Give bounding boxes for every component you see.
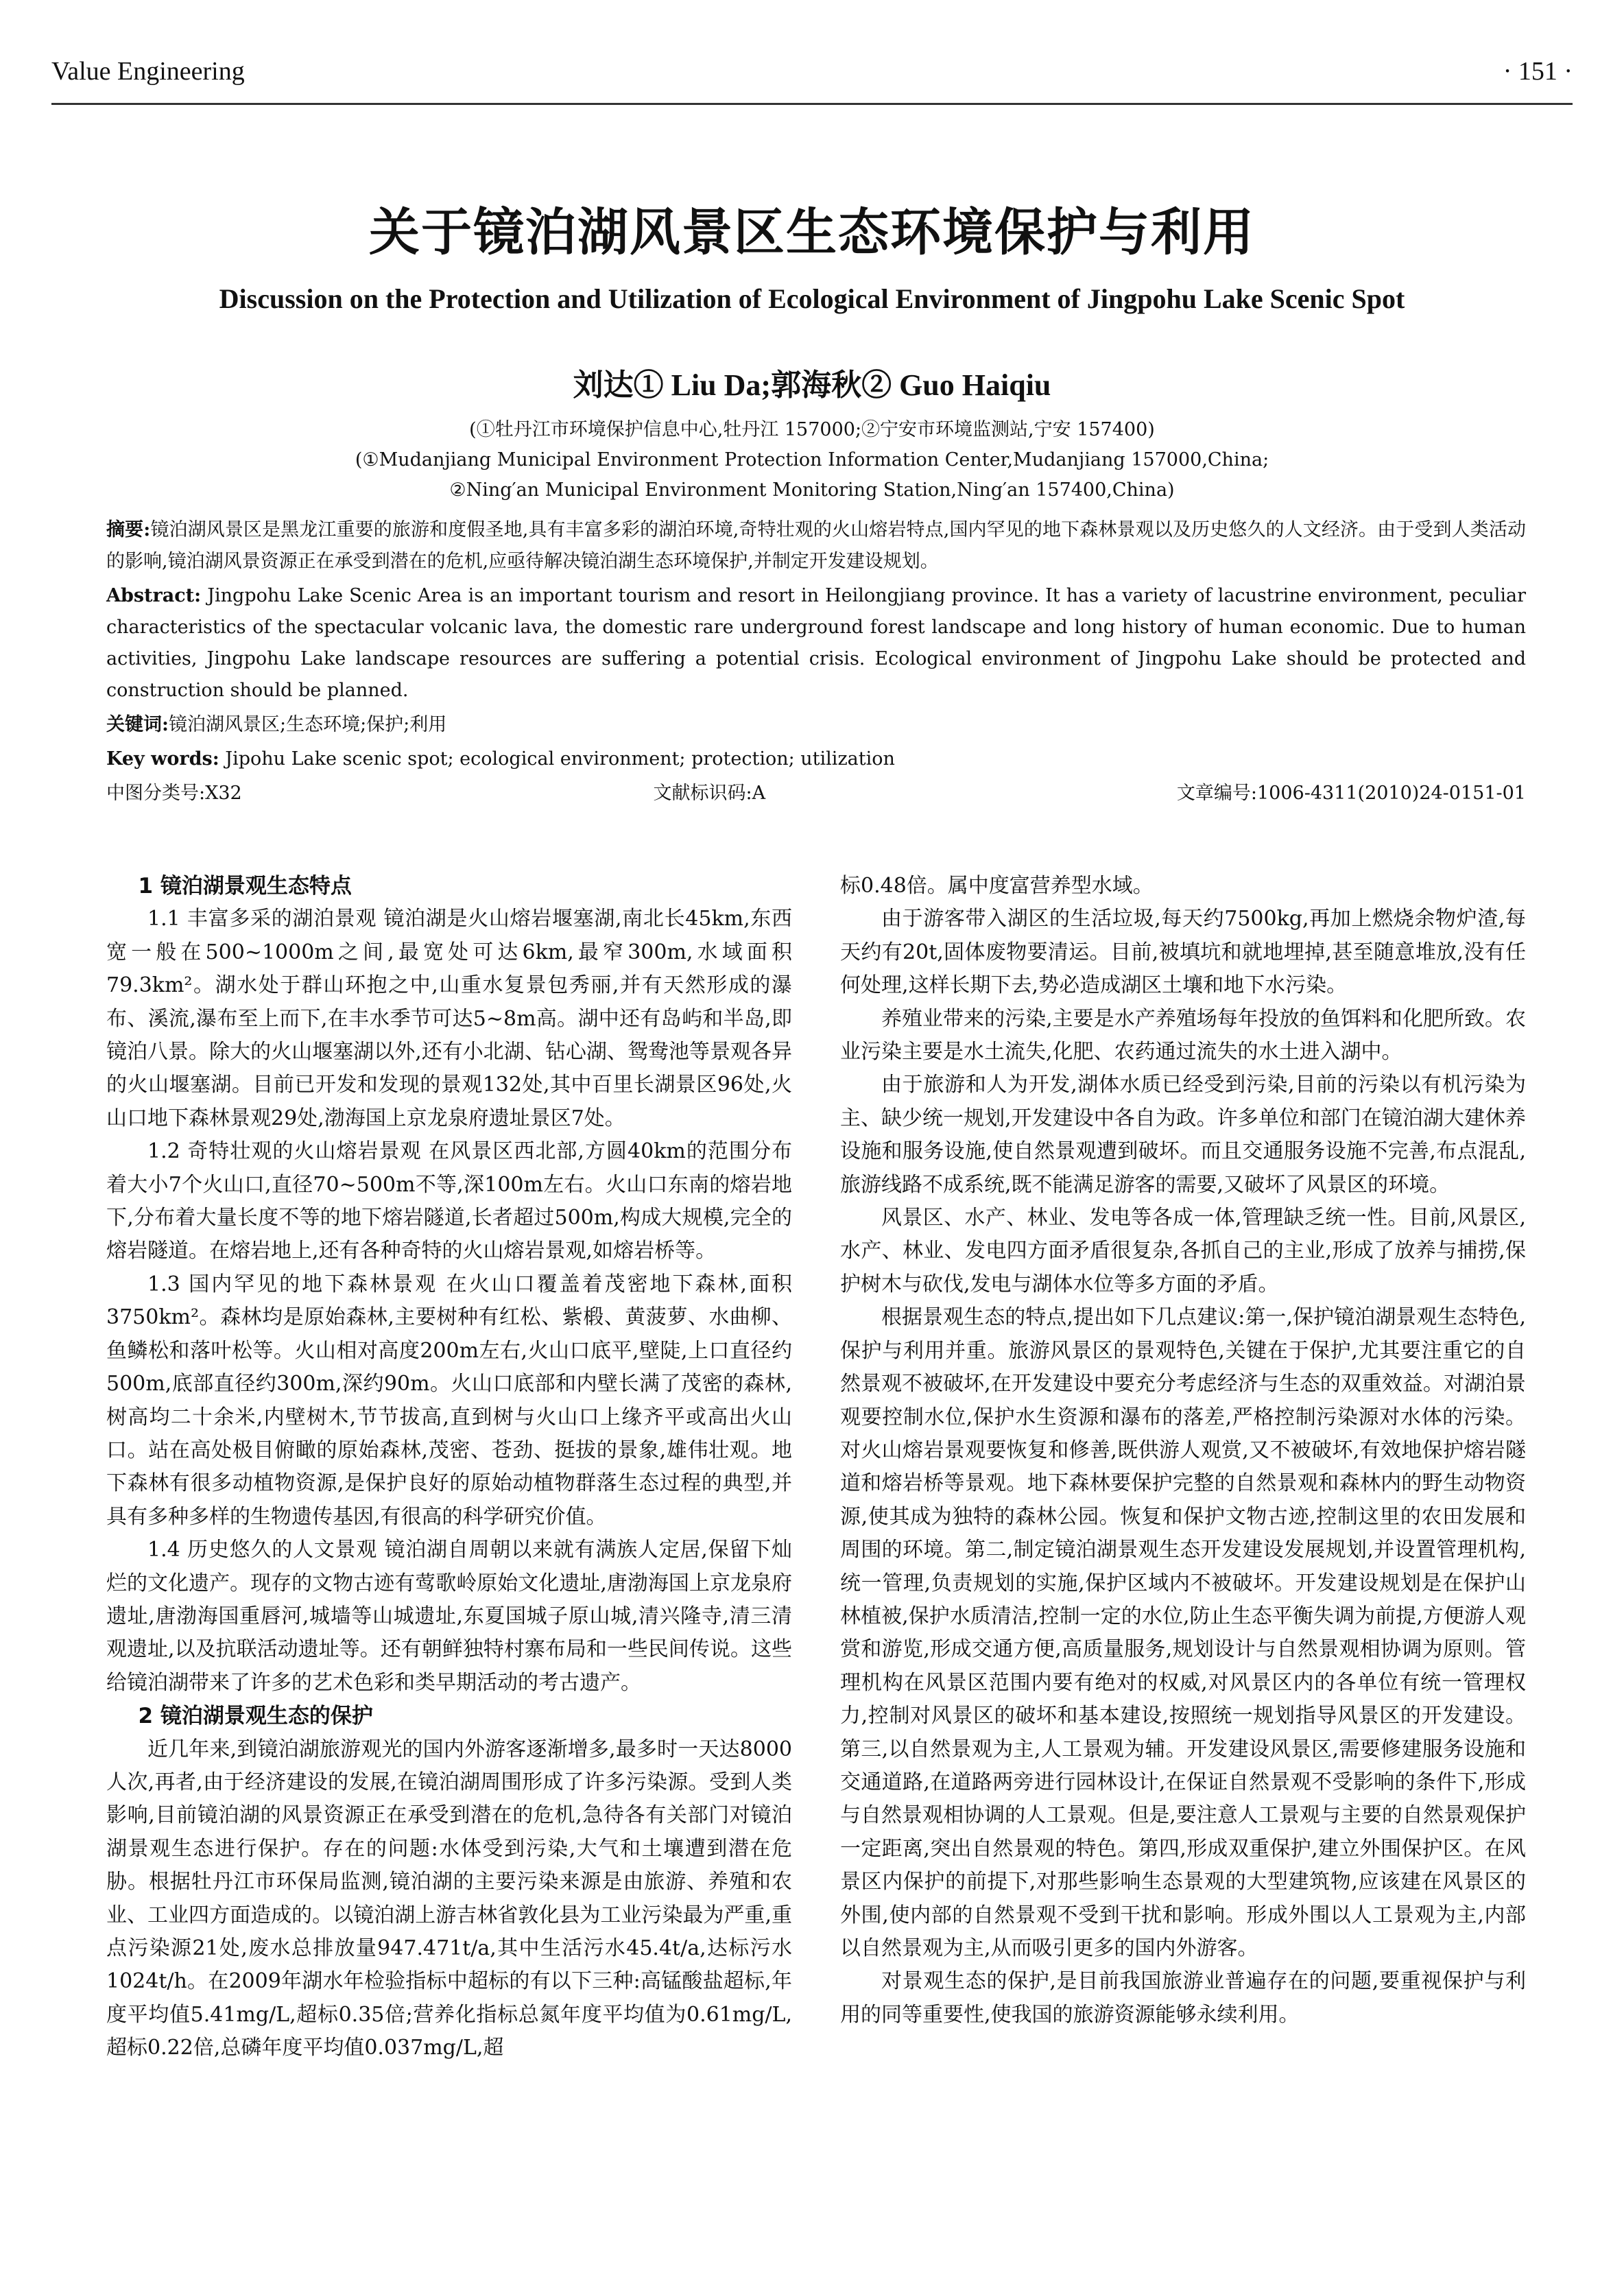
paragraph-2-4: 由于旅游和人为开发,湖体水质已经受到污染,目前的污染以有机污染为主、缺少统一规划,开发建设中各自为政。许多单位和部门在镜泊湖大建休养设施和服务设施,使自然景观遭到破坏。而且交通服务设施不完善,布点混乱,旅游线路不成系统,既不能满足游客的需要,又破坏了风景区的环境。 [840, 1073, 1526, 1197]
document-code: 文献标识码:A [653, 783, 766, 804]
keywords-cn-text: 镜泊湖风景区;生态环境;保护;利用 [168, 714, 447, 735]
affiliation-english-1: (①Mudanjiang Municipal Environment Protection Information Center,Mudanjiang 157000,China; [355, 449, 1269, 471]
paragraph-2-1: 近几年来,到镜泊湖旅游观光的国内外游客逐渐增多,最多时一天达8000人次,再者,由于经济建设的发展,在镜泊湖周围形成了许多污染源。受到人类影响,目前镜泊湖的风景资源正在承受到潜在的危机,急待各有关部门对镜泊湖景观生态进行保护。存在的问题:水体受到污染,大气和土壤遭到潜在危胁。根据牡丹江市环保局监测,镜泊湖的主要污染来源是由旅游、养殖和农业、工业四方面造成的。以镜泊湖上游吉林省敦化县为工业污染最为严重,重点污染源21处,废水总排放量947.471t/a,其中生活污水45.4t/a,达标污水1024t/h。在2009年湖水年检验指标中超标的有以下三种:高锰酸盐超标,年度平均值5.41mg/L,超标0.35倍;营养化指标总氮年度平均值为0.61mg/L,超标0.22倍,总磷年度平均值0.037mg/L,超 [106, 1737, 792, 2060]
body-columns [106, 870, 1526, 2065]
page-number: · 151 · [1503, 57, 1573, 86]
paragraph-2-7: 对景观生态的保护,是目前我国旅游业普遍存在的问题,要重视保护与利用的同等重要性,使我国的旅游资源能够永续利用。 [840, 1969, 1526, 2027]
keywords-english [106, 744, 1526, 775]
section-heading-1: 1 镜泊湖景观生态特点 [138, 874, 352, 899]
abstract-cn-label: 摘要: [106, 519, 151, 540]
clc-number: 中图分类号:X32 [106, 783, 242, 804]
running-head [51, 48, 1573, 105]
keywords-chinese [106, 709, 1526, 741]
section-heading-2: 2 镜泊湖景观生态的保护 [138, 1704, 373, 1729]
keywords-cn-label: 关键词: [106, 714, 169, 735]
journal-name: Value Engineering [51, 57, 245, 86]
keywords-en-label: Key words: [106, 748, 219, 770]
paragraph-2-2: 由于游客带入湖区的生活垃圾,每天约7500kg,再加上燃烧余物炉渣,每天约有20t,固体废物要清运。目前,被填坑和就地埋掉,甚至随意堆放,没有任何处理,这样长期下去,势必造成湖区土壤和地下水污染。 [840, 907, 1526, 998]
abstract-english [106, 580, 1526, 706]
abstract-en-text: Jingpohu Lake Scenic Area is an important tourism and resort in Heilongjiang province. It has a variety of lacustrine environment, peculiar characteristics of the spectacular volcanic lava, the domestic rare underground forest landscape and long history of human economic. Due to human activities, Jingpohu Lake landscape resources are suffering a potential crisis. Ecological environment of Jingpohu Lake should be protected and construction should be planned. [106, 585, 1526, 701]
article-header [51, 192, 1573, 505]
paragraph-1-1: 1.1 丰富多采的湖泊景观 镜泊湖是火山熔岩堰塞湖,南北长45km,东西宽一般在500~1000m之间,最宽处可达6km,最窄300m,水域面积79.3km²。湖水处于群山环抱之中,山重水复景包秀丽,并有天然形成的瀑布、溪流,瀑布至上而下,在丰水季节可达5~8m高。湖中还有岛屿和半岛,即镜泊八景。除大的火山堰塞湖以外,还有小北湖、钻心湖、鸳鸯池等景观各异的火山堰塞湖。目前已开发和发现的景观132处,其中百里长湖景区96处,火山口地下森林景观29处,渤海国上京龙泉府遗址景区7处。 [106, 907, 792, 1130]
paragraph-1-2: 1.2 奇特壮观的火山熔岩景观 在风景区西北部,方圆40km的范围分布着大小7个火山口,直径70~500m不等,深100m左右。火山口东南的熔岩地下,分布着大量长度不等的地下熔岩隧道,长者超过500m,构成大规模,完全的熔岩隧道。在熔岩地上,还有各种奇特的火山熔岩景观,如熔岩桥等。 [106, 1139, 792, 1263]
title-english: Discussion on the Protection and Utilization of Ecological Environment of Jingpohu Lake Scenic Spot [219, 283, 1405, 314]
right-column [840, 870, 1526, 2065]
paragraph-1-3: 1.3 国内罕见的地下森林景观 在火山口覆盖着茂密地下森林,面积3750km²。森林均是原始森林,主要树种有红松、紫椴、黄菠萝、水曲柳、鱼鳞松和落叶松等。火山相对高度200m左右,火山口底平,壁陡,上口直径约500m,底部直径约300m,深约90m。火山口底部和内壁长满了茂密的森林,树高均二十余米,内壁树木,节节拔高,直到树与火山口上缘齐平或高出火山口。站在高处极目俯瞰的原始森林,茂密、苍劲、挺拔的景象,雄伟壮观。地下森林有很多动植物资源,是保护良好的原始动植物群落生态过程的典型,并具有多种多样的生物遗传基因,有很高的科学研究价值。 [106, 1272, 792, 1529]
paragraph-2-5: 风景区、水产、林业、发电等各成一体,管理缺乏统一性。目前,风景区,水产、林业、发电四方面矛盾很复杂,各抓自己的主业,形成了放养与捕捞,保护树木与砍伐,发电与湖体水位等多方面的矛盾。 [840, 1206, 1526, 1296]
authors: 刘达① Liu Da;郭海秋② Guo Haiqiu [573, 368, 1051, 402]
paragraph-2-6: 根据景观生态的特点,提出如下几点建议:第一,保护镜泊湖景观生态特色,保护与利用并重。旅游风景区的景观特色,关键在于保护,尤其要注重它的自然景观不被破坏,在开发建设中要充分考虑经济与生态的双重效益。对湖泊景观要控制水位,保护水生资源和瀑布的落差,严格控制污染源对水体的污染。对火山熔岩景观要恢复和修善,既供游人观赏,又不被破坏,有效地保护熔岩隧道和熔岩桥等景观。地下森林要保护完整的自然景观和森林内的野生动物资源,使其成为独特的森林公园。恢复和保护文物古迹,控制这里的农田发展和周围的环境。第二,制定镜泊湖景观生态开发建设发展规划,并设置管理机构,统一管理,负责规划的实施,保护区域内不被破坏。开发建设规划是在保护山林植被,保护水质清洁,控制一定的水位,防止生态平衡失调为前提,方便游人观赏和游览,形成交通方便,高质量服务,规划设计与自然景观相协调为原则。管理机构在风景区范围内要有绝对的权威,对风景区内的各单位有统一管理权力,控制对风景区的破坏和基本建设,按照统一规划指导风景区的开发建设。第三,以自然景观为主,人工景观为辅。开发建设风景区,需要修建服务设施和交通道路,在道路两旁进行园林设计,在保证自然景观不受影响的条件下,形成与自然景观相协调的人工景观。但是,要注意人工景观与主要的自然景观保护一定距离,突出自然景观的特色。第四,形成双重保护,建立外围保护区。在风景区内保护的前提下,对那些影响生态景观的大型建筑物,应该建在风景区的外围,使内部的自然景观不受到干扰和影响。形成外围以人工景观为主,内部以自然景观为主,从而吸引更多的国内外游客。 [840, 1305, 1526, 1960]
paragraph-2-3: 养殖业带来的污染,主要是水产养殖场每年投放的鱼饵料和化肥所致。农业污染主要是水土流失,化肥、农药通过流失的水土进入湖中。 [840, 1006, 1526, 1064]
abstract-cn-text: 镜泊湖风景区是黑龙江重要的旅游和度假圣地,具有丰富多彩的湖泊环境,奇特壮观的火山熔岩特点,国内罕见的地下森林景观以及历史悠久的人文经济。由于受到人类活动的影响,镜泊湖风景资源正在承受到潜在的危机,应亟待解决镜泊湖生态环境保护,并制定开发建设规划。 [106, 519, 1527, 572]
title-chinese: 关于镜泊湖风景区生态环境保护与利用 [369, 203, 1255, 262]
left-column [106, 870, 792, 2065]
paragraph-1-4: 1.4 历史悠久的人文景观 镜泊湖自周朝以来就有满族人定居,保留下灿烂的文化遗产。现存的文物古迹有莺歌岭原始文化遗址,唐渤海国上京龙泉府遗址,唐渤海国重唇河,城墙等山城遗址,东夏国城子原山城,清兴隆寺,清三清观遗址,以及抗联活动遗址等。还有朝鲜独特村寨布局和一些民间传说。这些给镜泊湖带来了许多的艺术色彩和类早期活动的考古遗产。 [106, 1538, 792, 1695]
abstract-chinese [106, 514, 1526, 578]
affiliation-chinese: (①牡丹江市环境保护信息中心,牡丹江 157000;②宁安市环境监测站,宁安 157400) [469, 419, 1155, 440]
classification-line [106, 778, 1526, 809]
paragraph-2-1-continued: 标0.48倍。属中度富营养型水域。 [840, 874, 1154, 898]
article-number: 文章编号:1006-4311(2010)24-0151-01 [1176, 783, 1526, 804]
keywords-en-text: Jipohu Lake scenic spot; ecological environment; protection; utilization [225, 748, 895, 770]
abstract-block [106, 514, 1526, 809]
affiliations [51, 415, 1573, 505]
abstract-en-label: Abstract: [106, 585, 202, 606]
affiliation-english-2: ②Ning′an Municipal Environment Monitoring Station,Ning′an 157400,China) [449, 479, 1175, 501]
